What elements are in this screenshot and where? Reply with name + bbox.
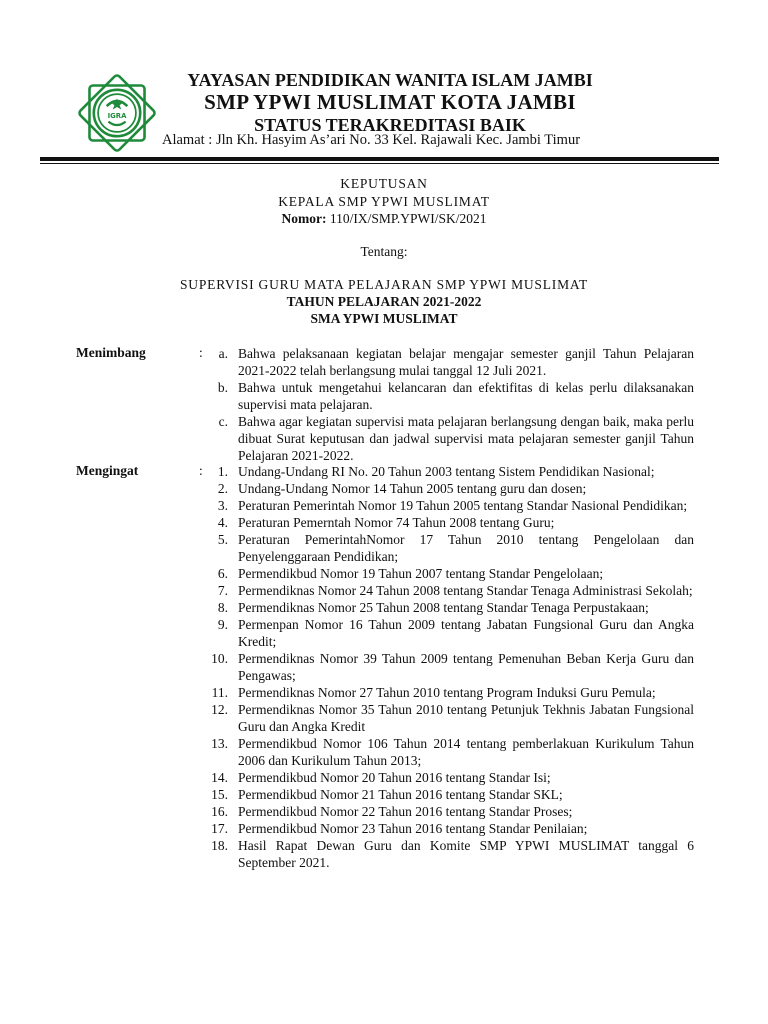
list-item — [200, 582, 694, 599]
list-item — [200, 735, 694, 769]
list-marker: c. — [218, 414, 228, 429]
list-item — [200, 497, 694, 514]
list-marker: 5. — [217, 532, 228, 547]
letterhead-divider-thin — [40, 163, 719, 164]
list-item-text: Bahwa agar kegiatan supervisi mata pelajaran berlangsung dengan baik, maka perlu dibuat Surat keputusan dan jadwal supervisi mata pelajaran semester ganjil Tahun Pelajaran 2021-2022. — [238, 414, 694, 463]
decree-number-value: 110/IX/SMP.YPWI/SK/2021 — [326, 211, 487, 226]
list-item-text: Hasil Rapat Dewan Guru dan Komite SMP YPWI MUSLIMAT tanggal 6 September 2021. — [238, 838, 694, 870]
school-logo — [74, 70, 160, 156]
mengingat-colon: : — [199, 463, 203, 478]
list-item — [200, 599, 694, 616]
list-item — [200, 684, 694, 701]
list-marker: 11. — [211, 685, 228, 700]
list-marker: 17. — [211, 821, 228, 836]
decree-subject-line1: SUPERVISI GURU MATA PELAJARAN SMP YPWI MUSLIMAT — [180, 277, 588, 292]
list-marker: 16. — [211, 804, 228, 819]
list-marker: 18. — [211, 838, 228, 853]
list-item-text: Permendiknas Nomor 27 Tahun 2010 tentang Program Induksi Guru Pemula; — [238, 685, 656, 700]
list-item — [200, 345, 694, 379]
list-marker: 7. — [217, 583, 228, 598]
list-item-text: Permendiknas Nomor 25 Tahun 2008 tentang Standar Tenaga Perpustakaan; — [238, 600, 649, 615]
list-marker: 2. — [217, 481, 228, 496]
list-item — [200, 769, 694, 786]
decree-number — [0, 211, 768, 227]
list-item-text: Undang-Undang RI No. 20 Tahun 2003 tentang Sistem Pendidikan Nasional; — [238, 464, 655, 479]
list-marker: 6. — [217, 566, 228, 581]
list-marker: 3. — [217, 498, 228, 513]
list-item-text: Permendikbud Nomor 22 Tahun 2016 tentang Standar Proses; — [238, 804, 573, 819]
letterhead-divider-thick — [40, 157, 719, 161]
list-marker: 12. — [211, 702, 228, 717]
menimbang-label: Menimbang — [76, 345, 146, 360]
list-item-text: Peraturan Pemerntah Nomor 74 Tahun 2008 tentang Guru; — [238, 515, 555, 530]
list-item — [200, 701, 694, 735]
list-item-text: Permendikbud Nomor 21 Tahun 2016 tentang Standar SKL; — [238, 787, 563, 802]
list-item-text: Permendiknas Nomor 24 Tahun 2008 tentang Standar Tenaga Administrasi Sekolah; — [238, 583, 693, 598]
list-item-text: Undang-Undang Nomor 14 Tahun 2005 tentang guru dan dosen; — [238, 481, 587, 496]
list-marker: 13. — [211, 736, 228, 751]
list-marker: 15. — [211, 787, 228, 802]
list-marker: 10. — [211, 651, 228, 666]
list-marker: 14. — [211, 770, 228, 785]
list-item — [200, 650, 694, 684]
school-name: SMP YPWI MUSLIMAT KOTA JAMBI — [204, 90, 576, 114]
accreditation-status: STATUS TERAKREDITASI BAIK — [254, 115, 526, 135]
mengingat-list — [200, 463, 694, 871]
list-marker: 8. — [217, 600, 228, 615]
list-item — [200, 803, 694, 820]
list-item — [200, 531, 694, 565]
list-item — [200, 514, 694, 531]
list-item-text: Permendiknas Nomor 35 Tahun 2010 tentang Petunjuk Tekhnis Jabatan Fungsional Guru dan Angka Kredit — [238, 702, 694, 734]
decree-title: KEPUTUSAN — [340, 176, 428, 191]
list-item — [200, 786, 694, 803]
decree-subtitle: KEPALA SMP YPWI MUSLIMAT — [278, 194, 490, 209]
menimbang-list — [200, 345, 694, 464]
list-marker: a. — [218, 346, 228, 361]
list-item — [200, 480, 694, 497]
list-item-text: Permendikbud Nomor 23 Tahun 2016 tentang Standar Penilaian; — [238, 821, 588, 836]
menimbang-colon: : — [199, 345, 203, 360]
list-item-text: Bahwa untuk mengetahui kelancaran dan efektifitas di kelas perlu dilaksanakan supervisi mata pelajaran. — [238, 380, 694, 412]
decree-subject-line3: SMA YPWI MUSLIMAT — [310, 311, 458, 326]
foundation-name: YAYASAN PENDIDIKAN WANITA ISLAM JAMBI — [187, 70, 593, 90]
list-item-text: Permendiknas Nomor 39 Tahun 2009 tentang Pemenuhan Beban Kerja Guru dan Pengawas; — [238, 651, 694, 683]
list-item-text: Permenpan Nomor 16 Tahun 2009 tentang Jabatan Fungsional Guru dan Angka Kredit; — [238, 617, 694, 649]
list-item-text: Permendikbud Nomor 19 Tahun 2007 tentang Standar Pengelolaan; — [238, 566, 604, 581]
list-item — [200, 379, 694, 413]
decree-subject-line2: TAHUN PELAJARAN 2021-2022 — [286, 294, 482, 309]
list-marker: 1. — [217, 464, 228, 479]
list-item — [200, 837, 694, 871]
logo-text: IGRA — [107, 112, 127, 121]
list-item-text: Permendikbud Nomor 106 Tahun 2014 tentang pemberlakuan Kurikulum Tahun 2006 dan Kurikulum Tahun 2013; — [238, 736, 694, 768]
list-item — [200, 413, 694, 464]
list-item-text: Peraturan PemerintahNomor 17 Tahun 2010 tentang Pengelolaan dan Penyelenggaraan Pendidikan; — [238, 532, 694, 564]
decree-about: Tentang: — [360, 244, 408, 259]
list-item-text: Peraturan Pemerintah Nomor 19 Tahun 2005 tentang Standar Nasional Pendidikan; — [238, 498, 688, 513]
school-address: Alamat : Jln Kh. Hasyim As’ari No. 33 Kel. Rajawali Kec. Jambi Timur — [162, 132, 581, 148]
list-item-text: Bahwa pelaksanaan kegiatan belajar mengajar semester ganjil Tahun Pelajaran 2021-2022 telah berlangsung mulai tanggal 12 Juli 2021. — [238, 346, 694, 378]
list-marker: 9. — [217, 617, 228, 632]
list-item-text: Permendikbud Nomor 20 Tahun 2016 tentang Standar Isi; — [238, 770, 551, 785]
list-item — [200, 616, 694, 650]
list-item — [200, 463, 694, 480]
letterhead — [160, 70, 620, 136]
list-item — [200, 820, 694, 837]
list-marker: b. — [217, 380, 228, 395]
decree-number-label: Nomor: — [281, 211, 327, 226]
list-item — [200, 565, 694, 582]
list-marker: 4. — [217, 515, 228, 530]
mengingat-label: Mengingat — [76, 463, 139, 478]
